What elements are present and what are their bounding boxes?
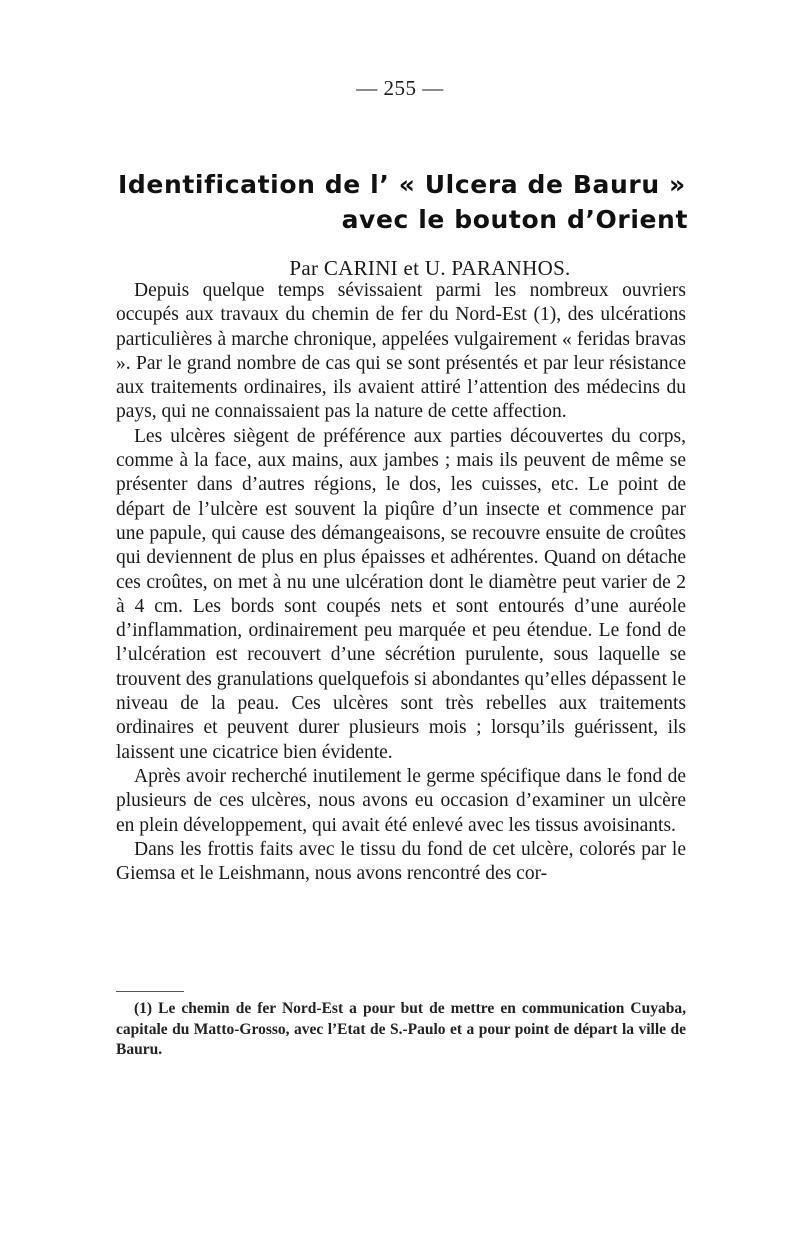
title-line-2: avec le bouton d’Orient bbox=[341, 205, 688, 234]
footnote bbox=[116, 999, 686, 1061]
page-number: — 255 — bbox=[356, 76, 444, 100]
body-paragraph: Depuis quelque temps sévissaient parmi les nombreux ouvriers occupés aux travaux du chemin de fer du Nord-Est (1), des ulcérations particulières à marche chronique, appelées vulgairement « feridas bravas ». Par le grand nombre de cas qui se sont présentés et par leur résistance aux traitements ordinaires, ils avaient attiré l’attention des médecins du pays, qui ne connaissaient pas la nature de cette affection. bbox=[116, 280, 686, 423]
body-paragraph: Les ulcères siègent de préférence aux parties découvertes du corps, comme à la face, aux mains, aux jambes ; mais ils peuvent de même se présenter dans d’autres régions, le dos, les cuisses, etc. Le point de départ de l’ulcère est souvent la piqûre d’un insecte et commence par une papule, qui cause des démangeaisons, se recouvre ensuite de croûtes qui deviennent de plus en plus épaisses et adhérentes. Quand on détache ces croûtes, on met à nu une ulcération dont le diamètre peut varier de 2 à 4 cm. Les bords sont coupés nets et sont entourés d’une auréole d’inflammation, ordinairement peu marquée et peu étendue. Le fond de l’ulcération est recouvert d’une sécrétion purulente, sous laquelle se trouvent des granulations quelquefois si abondantes qu’elles dépassent le niveau de la peau. Ces ulcères sont très rebelles aux traitements ordinaires et peuvent durer plusieurs mois ; lorsqu’ils guérissent, ils laissent une cicatrice bien évidente. bbox=[116, 425, 686, 763]
body-paragraph: Dans les frottis faits avec le tissu du fond de cet ulcère, colorés par le Giemsa et le Leishmann, nous avons rencontré des cor- bbox=[116, 838, 686, 885]
body-paragraph: Après avoir recherché inutilement le germe spécifique dans le fond de plusieurs de ces ulcères, nous avons eu occasion d’examiner un ulcère en plein développement, qui avait été enlevé avec les tissus avoisinants. bbox=[116, 765, 686, 836]
article-body bbox=[116, 279, 686, 886]
footnote-divider bbox=[116, 991, 184, 992]
author-byline: Par CARINI et U. PARANHOS. bbox=[289, 256, 571, 280]
footnote-text: (1) Le chemin de fer Nord-Est a pour but de mettre en communication Cuyaba, capitale du Matto-Grosso, avec l’Etat de S.-Paulo et a pour point de départ la ville de Bauru. bbox=[116, 1000, 686, 1058]
article-title bbox=[118, 170, 688, 234]
title-line-1: Identification de l’ « Ulcera de Bauru » bbox=[118, 170, 686, 199]
